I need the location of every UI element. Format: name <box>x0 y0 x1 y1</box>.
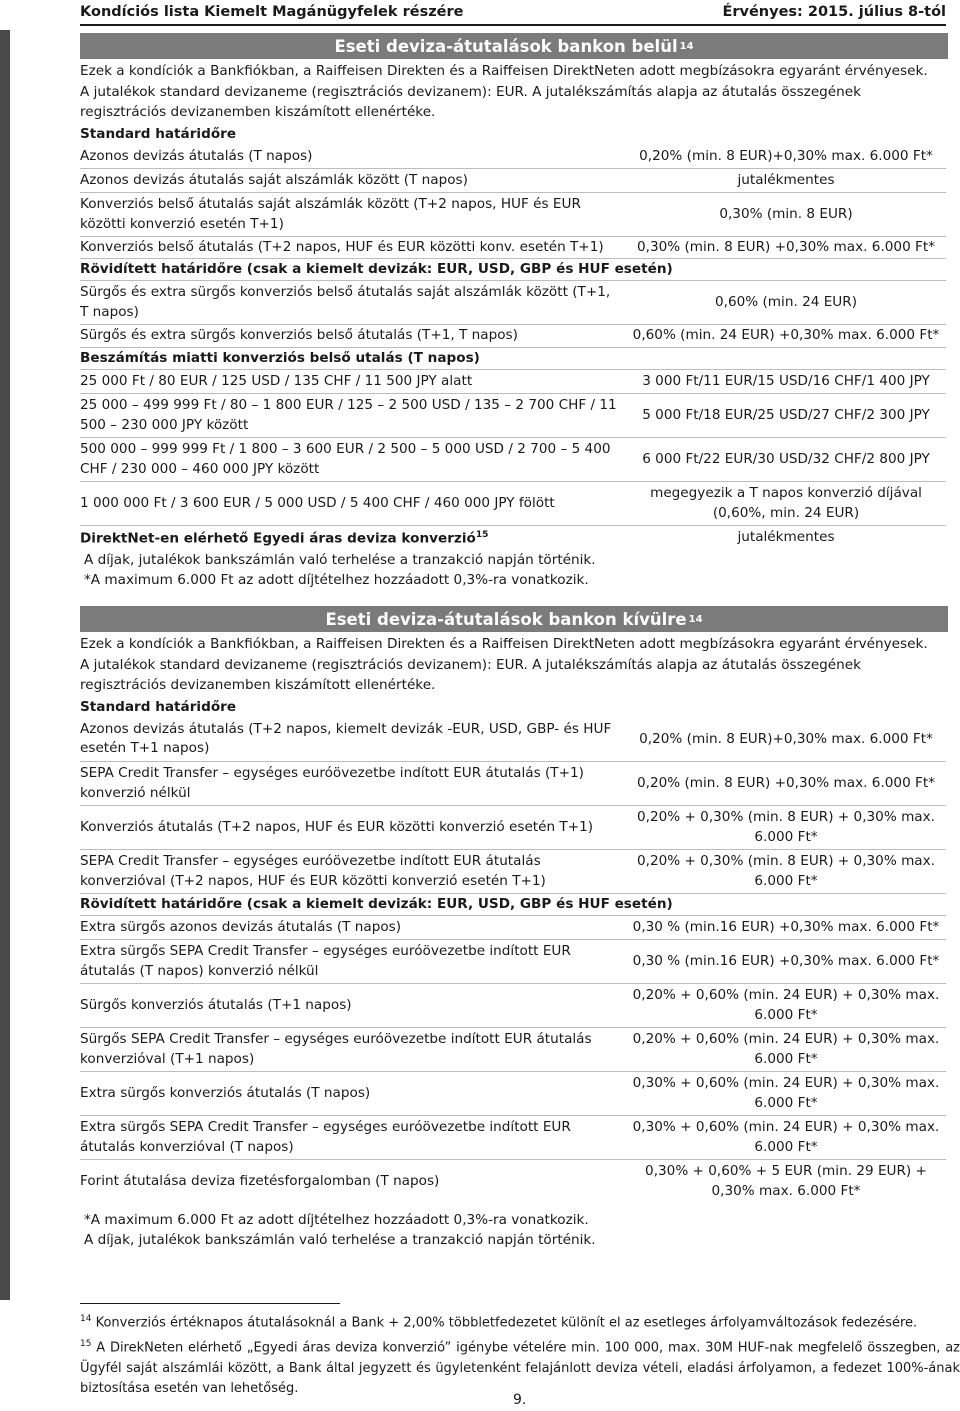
direktnet-footnote-ref: 15 <box>475 530 489 541</box>
table-row <box>80 370 946 394</box>
row-value: 0,30% (min. 8 EUR) <box>626 193 946 237</box>
table-row <box>80 438 946 482</box>
row-label: Konverziós belső átutalás saját alszámlák között (T+2 napos, HUF és EUR közötti konverzió esetén T+1) <box>80 193 626 237</box>
table-row <box>80 281 946 325</box>
row-label: Sürgős és extra sürgős konverziós belső átutalás (T+1, T napos) <box>80 325 626 348</box>
header-title: Kondíciós lista Kiemelt Magánügyfelek részére <box>80 4 464 20</box>
row-value: jutalékmentes <box>626 169 946 193</box>
page-header <box>80 2 946 22</box>
row-value: 0,30 % (min.16 EUR) +0,30% max. 6.000 Ft* <box>626 940 946 984</box>
row-label: Extra sürgős konverziós átutalás (T napos) <box>80 1072 626 1116</box>
table-subheading-row <box>80 259 946 281</box>
section2-title <box>80 606 948 632</box>
table-row <box>80 1028 946 1072</box>
table-row <box>80 806 946 850</box>
section2-shortened-heading: Rövidített határidőre (csak a kiemelt devizák: EUR, USD, GBP és HUF esetén) <box>80 894 946 916</box>
table-row <box>80 325 946 348</box>
table-row <box>80 1072 946 1116</box>
section1-body <box>80 61 946 590</box>
row-value: 0,20% (min. 8 EUR)+0,30% max. 6.000 Ft* <box>639 730 933 747</box>
section1-offset-heading: Beszámítás miatti konverziós belső utalás (T napos) <box>80 348 946 370</box>
row-value: 0,30% + 0,60% + 5 EUR (min. 29 EUR) + 0,30% max. 6.000 Ft* <box>626 1160 946 1204</box>
table-row <box>80 1116 946 1160</box>
table-row <box>80 482 946 526</box>
row-label: Konverziós belső átutalás (T+2 napos, HUF és EUR közötti konv. esetén T+1) <box>80 237 626 259</box>
row-value: 6 000 Ft/22 EUR/30 USD/32 CHF/2 800 JPY <box>626 438 946 482</box>
row-value: 0,60% (min. 24 EUR) <box>626 281 946 325</box>
row-label <box>80 526 626 550</box>
footnote-15 <box>80 1334 960 1400</box>
row-label: SEPA Credit Transfer – egységes euróövezetbe indított EUR átutalás (T+1) konverzió nélkül <box>80 762 626 806</box>
section2-note-2: A díjak, jutalékok bankszámlán való terhelése a tranzakció napján történik. <box>84 1231 596 1248</box>
row-value: 0,20% + 0,30% (min. 8 EUR) + 0,30% max. 6.000 Ft* <box>626 850 946 894</box>
table-row <box>80 193 946 237</box>
footnote-14 <box>80 1309 960 1334</box>
row-value: 0,20% (min. 8 EUR) +0,30% max. 6.000 Ft* <box>626 762 946 806</box>
row-label: 1 000 000 Ft / 3 600 EUR / 5 000 USD / 5 400 CHF / 460 000 JPY fölött <box>80 482 626 526</box>
footnote-number: 14 <box>80 1314 92 1324</box>
row-value: 0,30% + 0,60% (min. 24 EUR) + 0,30% max. 6.000 Ft* <box>626 1116 946 1160</box>
row-value: jutalékmentes <box>626 526 946 550</box>
section1-note-2: *A maximum 6.000 Ft az adott díjtételhez hozzáadott 0,3%-ra vonatkozik. <box>84 571 589 588</box>
row-value: 0,60% (min. 24 EUR) +0,30% max. 6.000 Ft* <box>626 325 946 348</box>
row-label: 500 000 – 999 999 Ft / 1 800 – 3 600 EUR / 2 500 – 5 000 USD / 2 700 – 5 400 CHF / 230 000 – 460 000 JPY között <box>80 438 626 482</box>
section2-intro-2: A jutalékok standard devizaneme (regisztrációs devizanem): EUR. A jutalékszámítás alapja az átutalás összegének regisztrációs devizanemben kiszámított ellenértéke. <box>80 656 862 693</box>
row-label: Forint átutalása deviza fizetésforgalomban (T napos) <box>80 1160 626 1204</box>
row-value: megegyezik a T napos konverzió díjával (0,60%, min. 24 EUR) <box>626 482 946 526</box>
row-value: 0,20% + 0,60% (min. 24 EUR) + 0,30% max. 6.000 Ft* <box>626 1028 946 1072</box>
section2-intro-1: Ezek a kondíciók a Bankfiókban, a Raiffeisen Direkten és a Raiffeisen DirektNeten adott megbízásokra egyaránt érvényesek. <box>80 636 928 652</box>
direktnet-label: DirektNet-en elérhető Egyedi áras deviza konverzió <box>80 530 476 547</box>
row-label: Sürgős konverziós átutalás (T+1 napos) <box>80 984 626 1028</box>
section1-fee-table <box>80 145 946 550</box>
header-rule <box>80 24 946 26</box>
row-label: 25 000 Ft / 80 EUR / 125 USD / 135 CHF / 11 500 JPY alatt <box>80 370 626 394</box>
row-label: Extra sürgős azonos devizás átutalás (T napos) <box>80 916 626 940</box>
section1-intro-2: A jutalékok standard devizaneme (regisztrációs devizanem): EUR. A jutalékszámítás alapja az átutalás összegének regisztrációs devizanemben kiszámított ellenértéke. <box>80 83 862 120</box>
table-row <box>80 916 946 940</box>
section1-title-footnote-ref: 14 <box>679 40 694 52</box>
row-label: Extra sürgős SEPA Credit Transfer – egységes euróövezetbe indított EUR átutalás (T napos) konverzió nélkül <box>80 940 626 984</box>
section2-title-footnote-ref: 14 <box>688 613 703 625</box>
page-number: 9. <box>513 1392 527 1408</box>
table-row <box>80 762 946 806</box>
table-subheading-row <box>80 894 946 916</box>
section1-intro-1: Ezek a kondíciók a Bankfiókban, a Raiffeisen Direkten és a Raiffeisen DirektNeten adott megbízásokra egyaránt érvényesek. <box>80 63 928 79</box>
section2-body <box>80 634 946 1250</box>
section2-title-text: Eseti deviza-átutalások bankon kívülre <box>325 609 687 629</box>
table-row <box>80 237 946 259</box>
section1-title <box>80 33 948 59</box>
row-label: Sürgős SEPA Credit Transfer – egységes euróövezetbe indított EUR átutalás konverzióval (T+1 napos) <box>80 1028 626 1072</box>
row-value: 3 000 Ft/11 EUR/15 USD/16 CHF/1 400 JPY <box>626 370 946 394</box>
row-label: Sürgős és extra sürgős konverziós belső átutalás saját alszámlák között (T+1, T napos) <box>80 281 626 325</box>
side-bar <box>0 30 10 1300</box>
row-value: 0,30% (min. 8 EUR) +0,30% max. 6.000 Ft* <box>626 237 946 259</box>
section1-standard-heading: Standard határidőre <box>80 125 237 142</box>
table-row <box>80 718 946 762</box>
footnote-text: A DirekNeten elérhető „Egyedi áras deviza konverzió” igénybe vételére min. 100 000, max. 30M HUF-nak megfelelő összegben, az Ügyfél saját alszámlái között, a Bank által jegyzett és ügyletenként felajánlott deviza vételi, eladási árfolyamon, a fedezet 100%-ának biztosítása esetén van lehetőség. <box>80 1340 960 1397</box>
table-row <box>80 145 946 169</box>
section2-note-1: *A maximum 6.000 Ft az adott díjtételhez hozzáadott 0,3%-ra vonatkozik. <box>84 1211 589 1228</box>
table-row <box>80 940 946 984</box>
row-value: 0,20% + 0,60% (min. 24 EUR) + 0,30% max. 6.000 Ft* <box>626 984 946 1028</box>
table-row <box>80 526 946 550</box>
row-value: 0,30 % (min.16 EUR) +0,30% max. 6.000 Ft* <box>626 916 946 940</box>
row-value: 0,20% + 0,30% (min. 8 EUR) + 0,30% max. 6.000 Ft* <box>626 806 946 850</box>
footnote-rule <box>80 1303 340 1304</box>
table-row <box>80 850 946 894</box>
row-label: Azonos devizás átutalás saját alszámlák között (T napos) <box>80 169 626 193</box>
header-validity: Érvényes: 2015. július 8-tól <box>722 4 946 20</box>
footnote-text: Konverziós értéknapos átutalásoknál a Bank + 2,00% többletfedezetet különít el az esetleges árfolyamváltozások fedezésére. <box>95 1315 918 1331</box>
footnotes <box>80 1309 960 1400</box>
row-label: Konverziós átutalás (T+2 napos, HUF és EUR közötti konverzió esetén T+1) <box>80 806 626 850</box>
section2-fee-table <box>80 718 946 1204</box>
section2-standard-heading: Standard határidőre <box>80 698 237 715</box>
row-label: SEPA Credit Transfer – egységes euróövezetbe indított EUR átutalás konverzióval (T+2 napos, HUF és EUR közötti konverzió esetén T+1) <box>80 850 626 894</box>
row-label: Extra sürgős SEPA Credit Transfer – egységes euróövezetbe indított EUR átutalás konverzióval (T napos) <box>80 1116 626 1160</box>
row-value: 5 000 Ft/18 EUR/25 USD/27 CHF/2 300 JPY <box>626 394 946 438</box>
row-label: Azonos devizás átutalás (T napos) <box>80 147 313 164</box>
footnote-number: 15 <box>80 1338 92 1349</box>
section1-title-text: Eseti deviza-átutalások bankon belül <box>334 36 678 56</box>
table-row <box>80 984 946 1028</box>
row-value: 0,30% + 0,60% (min. 24 EUR) + 0,30% max. 6.000 Ft* <box>626 1072 946 1116</box>
table-row <box>80 169 946 193</box>
row-value: 0,20% (min. 8 EUR)+0,30% max. 6.000 Ft* <box>639 147 933 164</box>
table-subheading-row <box>80 348 946 370</box>
table-row <box>80 394 946 438</box>
section1-shortened-heading: Rövidített határidőre (csak a kiemelt devizák: EUR, USD, GBP és HUF esetén) <box>80 259 946 281</box>
section1-note-1: A díjak, jutalékok bankszámlán való terhelése a tranzakció napján történik. <box>84 551 596 568</box>
row-label: 25 000 – 499 999 Ft / 80 – 1 800 EUR / 125 – 2 500 USD / 135 – 2 700 CHF / 11 500 – 230 000 JPY között <box>80 394 626 438</box>
table-row <box>80 1160 946 1204</box>
row-label: Azonos devizás átutalás (T+2 napos, kiemelt devizák -EUR, USD, GBP- és HUF esetén T+1 napos) <box>80 720 612 757</box>
